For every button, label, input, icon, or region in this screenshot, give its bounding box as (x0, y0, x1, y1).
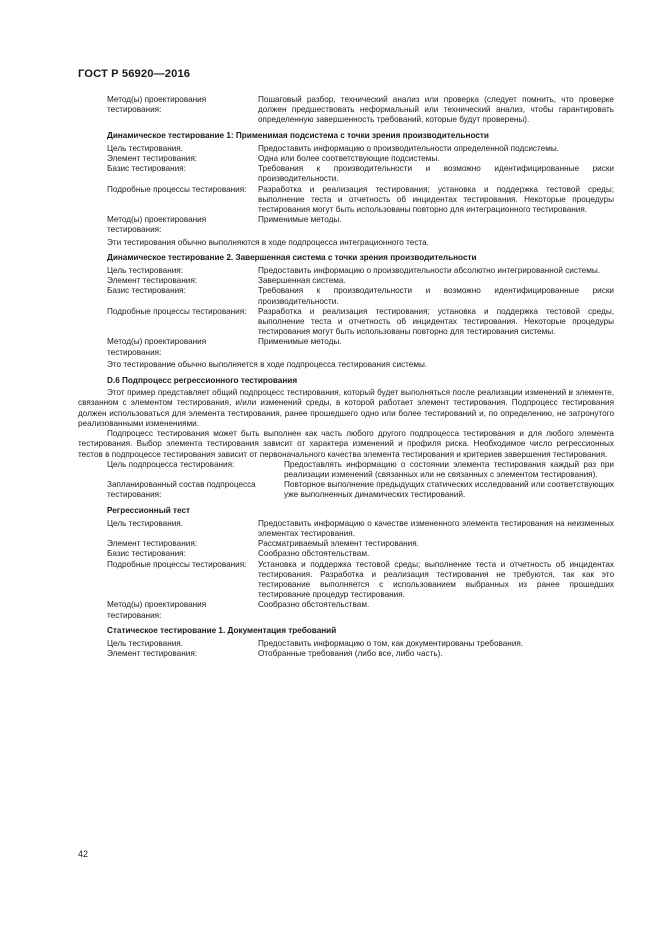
row-label: Цель тестирования. (107, 638, 184, 648)
row-value: Пошаговый разбор, технический анализ или проверка (следует помнить, что проверке должен предшествовать неформальный или технический анализ, чтобы гарантировать определенную завершенность требований, которые будут проверены). (258, 95, 614, 125)
table-row (107, 560, 614, 601)
table-row (107, 215, 614, 235)
section-note: Эти тестирования обычно выполняются в ходе подпроцесса интеграционного теста. (107, 237, 429, 247)
row-value: Предоставлять информацию о состоянии элемента тестирования каждый раз при реализации изменений (связанных или не связанных с элементом тестирования). (284, 459, 614, 479)
row-label: Метод(ы) проектирования тестирования: (107, 215, 207, 235)
page-number: 42 (78, 849, 89, 859)
table-row (107, 337, 614, 357)
row-value: Применимые методы. (258, 215, 342, 225)
row-value: Предоставить информацию о том, как документированы требования. (258, 638, 524, 648)
table-row (107, 307, 614, 338)
row-label: Метод(ы) проектирования тестирования: (107, 600, 207, 620)
row-value: Сообразно обстоятельствам. (258, 600, 370, 610)
row-value: Предоставить информацию о качестве измененного элемента тестирования на неизменных элементах тестирования. (258, 518, 614, 538)
row-label: Метод(ы) проектирования тестирования: (107, 337, 207, 357)
row-label: Базис тестирования: (107, 164, 186, 174)
row-label: Элемент тестирования: (107, 649, 198, 659)
paragraph: Подпроцесс тестирования может быть выполнен как часть любого другого подпроцесса тестирования и для любого элемента тестирования. Выбор элемента тестирования зависит от характера изменений и профиля риска. Необходимое число регрессионных тестов в подпроцессе тестирования зависит от первоначального качества элемента тестирования и критериев завершения тестирования. (78, 429, 614, 459)
section-heading: Регрессионный тест (107, 505, 191, 515)
row-value: Предоставить информацию о производительности определенной подсистемы. (258, 143, 559, 153)
table-row (107, 460, 614, 480)
row-value: Сообразно обстоятельствам. (258, 549, 370, 559)
page-content (78, 95, 614, 659)
row-label: Цель тестирования. (107, 143, 184, 153)
table-row (107, 519, 614, 539)
row-value: Требования к производительности и возможно идентифицированные риски производительности. (258, 286, 614, 306)
paragraph: Этот пример представляет общий подпроцесс тестирования, который будет выполняться после реализации изменений в элементе, связанном с элементом тестирования, и/или изменений среды, в которой работает элемент тестирования. Подпроцесс тестирования должен использоваться для элемента тестирования, ранее прошедшего одно или более тестирований и, по определению, не затронутого реализованными изменениями. (78, 388, 614, 428)
table-row (107, 95, 614, 126)
row-value: Одна или более соответствующие подсистемы. (258, 154, 440, 164)
document-header: ГОСТ Р 56920—2016 (78, 68, 191, 80)
table-row (107, 144, 614, 154)
row-value: Разработка и реализация тестирования; установка и поддержка тестовой среды, выполнение теста и отчетность об инцидентах тестирования. Некоторые процедуры тестирования могут быть использованы повторно для тестирования системы. (258, 306, 614, 337)
table-row (107, 649, 614, 659)
row-label: Цель подпроцесса тестирования: (107, 459, 235, 469)
section-heading: Динамическое тестирование 1: Применимая подсистема с точки зрения производительности (107, 130, 489, 140)
row-value: Завершенная система. (258, 276, 346, 286)
row-label: Элемент тестирования: (107, 539, 198, 549)
section-heading: Динамическое тестирование 2. Завершенная система с точки зрения производительности (107, 252, 477, 262)
table-row (107, 480, 614, 500)
row-value: Предоставить информацию о производительности абсолютно интегрированной системы. (258, 266, 600, 276)
row-label: Элемент тестирования: (107, 154, 198, 164)
section-title: D.6 Подпроцесс регрессионного тестирования (107, 376, 298, 386)
row-label: Подробные процессы тестирования: (107, 184, 247, 194)
table-row (107, 286, 614, 306)
row-label: Базис тестирования: (107, 549, 186, 559)
table-row (107, 539, 614, 549)
row-label: Подробные процессы тестирования: (107, 559, 247, 569)
row-label: Метод(ы) проектирования тестирования: (107, 95, 207, 115)
row-value: Рассматриваемый элемент тестирования. (258, 539, 419, 549)
table-row (107, 600, 614, 620)
row-label: Цель тестирования. (107, 518, 184, 528)
section-note: Это тестирование обычно выполняется в ходе подпроцесса тестирования системы. (107, 359, 428, 369)
row-value: Установка и поддержка тестовой среды; выполнение теста и отчетность об инцидентах тестирования. Разработка и реализация тестирования не требуются, так как это тестирование выполняется с использованием выбранных из ранее прошедших тестирование процедур тестирования. (258, 559, 614, 600)
row-value: Отобранные требования (либо все, либо часть). (258, 649, 443, 659)
table-row (107, 639, 614, 649)
table-row (107, 266, 614, 276)
table-row (107, 549, 614, 559)
row-value: Требования к производительности и возможно идентифицированные риски производительности. (258, 164, 614, 184)
table-row (107, 164, 614, 184)
table-row (107, 154, 614, 164)
row-label: Цель тестирования: (107, 266, 184, 276)
row-label: Элемент тестирования: (107, 276, 198, 286)
table-row (107, 276, 614, 286)
row-label: Подробные процессы тестирования: (107, 306, 247, 316)
table-row (107, 185, 614, 216)
section-heading: Статическое тестирование 1. Документация требований (107, 625, 337, 635)
row-value: Разработка и реализация тестирования; установка и поддержка тестовой среды; выполнение теста и отчетность об инцидентах тестирования. Некоторые процедуры тестирования могут быть использованы повторно для интеграционного тестирования. (258, 184, 614, 215)
row-label: Базис тестирования: (107, 286, 186, 296)
row-value: Применимые методы. (258, 337, 342, 347)
row-label: Запланированный состав подпроцесса тестирования: (107, 480, 256, 500)
row-value: Повторное выполнение предыдущих статических исследований или соответствующих уже выполненных динамических тестирований. (284, 480, 614, 500)
